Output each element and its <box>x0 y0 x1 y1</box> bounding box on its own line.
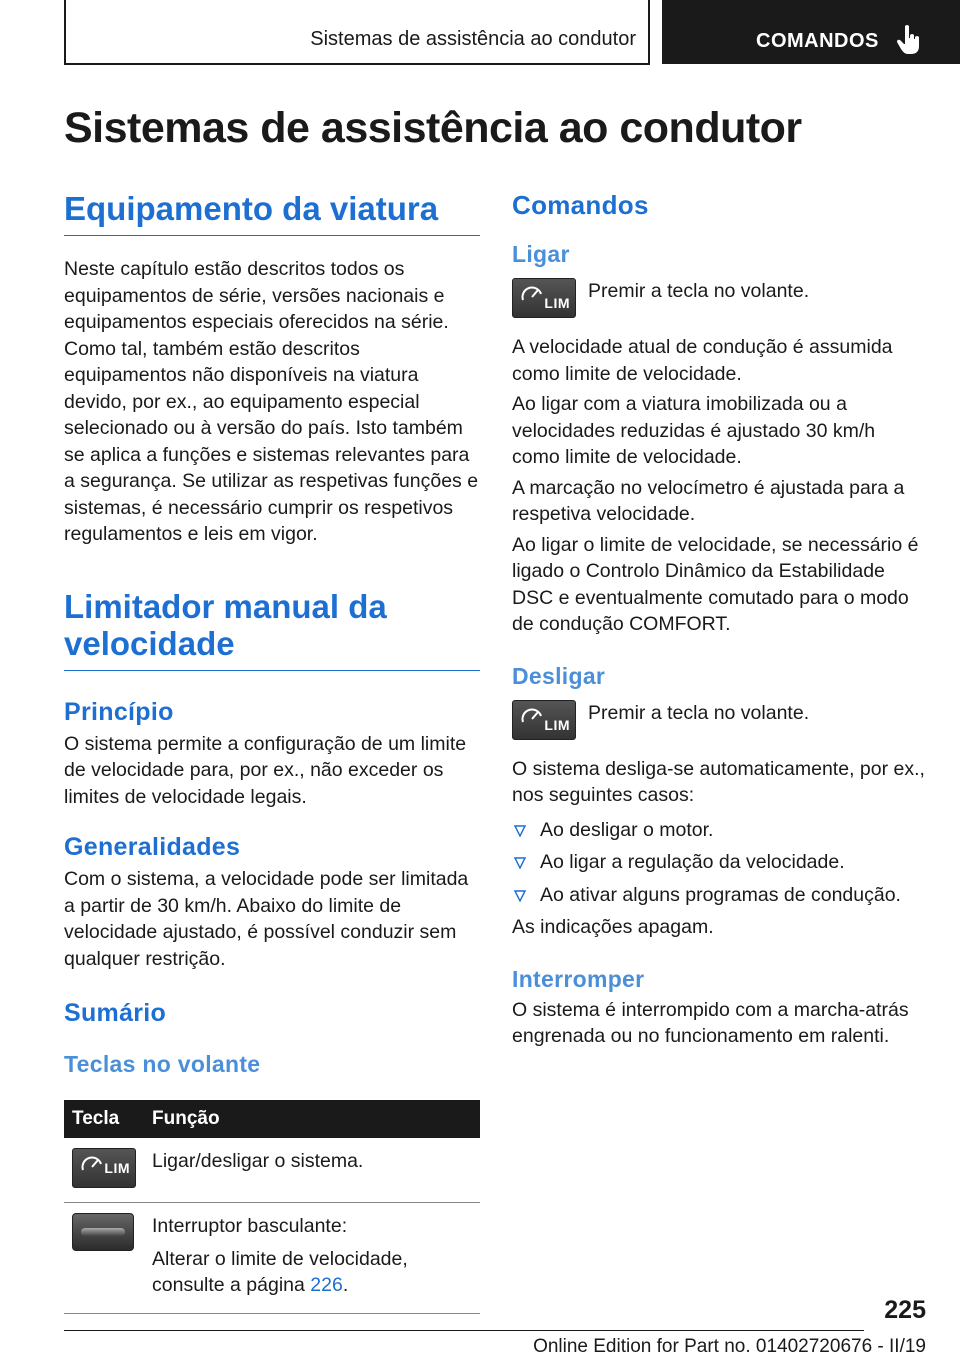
list-item: Ao desligar o motor. <box>512 817 928 844</box>
column-header-tecla: Tecla <box>64 1100 144 1138</box>
header-chapter-label: COMANDOS <box>756 30 879 52</box>
heading-equipamento: Equipamento da viatura <box>64 190 480 236</box>
list-item: Ao ligar a regulação da velocidade. <box>512 849 928 876</box>
lim-label: LIM <box>104 1159 130 1176</box>
triangle-bullet-icon <box>514 825 526 837</box>
ligar-instruction <box>512 278 928 318</box>
right-column <box>512 190 928 1050</box>
lim-label: LIM <box>544 295 570 311</box>
header-divider-right <box>648 0 650 64</box>
page-link-226[interactable]: 226 <box>310 1274 343 1296</box>
left-column <box>64 190 480 1314</box>
page-title: Sistemas de assistência ao condutor <box>64 104 802 152</box>
paragraph-ligar-3: A marcação no velocímetro é ajustada para a respetiva velocidade. <box>512 476 905 525</box>
heading-generalidades: Generalidades <box>64 833 241 861</box>
heading-teclas: Teclas no volante <box>64 1051 261 1077</box>
paragraph-generalidades: Com o sistema, a velocidade pode ser limitada a partir de 30 km/h. Abaixo do limite de velocidade ajustado, é possível conduzir sem qualquer restrição. <box>64 868 469 970</box>
paragraph-desligar-2: As indicações apagam. <box>512 916 714 938</box>
hand-pointer-icon <box>896 24 922 56</box>
lim-label: LIM <box>544 716 570 733</box>
table-row <box>64 1138 480 1203</box>
paragraph-ligar-1: A velocidade atual de condução é assumida como limite de velocidade. <box>512 336 893 385</box>
heading-desligar: Desligar <box>512 662 606 689</box>
desligar-instruction <box>512 700 928 740</box>
heading-ligar: Ligar <box>512 241 570 267</box>
lim-button-icon <box>72 1148 136 1188</box>
list-item: Ao ativar alguns programas de condução. <box>512 882 928 909</box>
triangle-bullet-icon <box>514 890 526 902</box>
heading-principio: Princípio <box>64 697 174 726</box>
keys-table <box>64 1100 480 1314</box>
page-number: 225 <box>884 1296 926 1324</box>
paragraph-ligar-2: Ao ligar com a viatura imobilizada ou a velocidades reduzidas é ajustado 30 km/h como limite de velocidade. <box>512 393 876 468</box>
footer-edition: Online Edition for Part no. 01402720676 - II/19 <box>533 1336 926 1357</box>
triangle-bullet-icon <box>514 857 526 869</box>
heading-comandos: Comandos <box>512 190 649 220</box>
heading-interromper: Interromper <box>512 965 645 992</box>
header-divider-bottom <box>64 63 650 65</box>
rocker-switch-icon <box>72 1213 134 1251</box>
keys-table-header <box>64 1100 480 1138</box>
lim-button-icon <box>512 278 576 318</box>
rocker-description: Alterar o limite de velocidade, consulte a página 226. <box>152 1247 408 1296</box>
table-row <box>64 1203 480 1314</box>
table-cell-key <box>64 1138 144 1203</box>
ligar-icon-text: Premir a tecla no volante. <box>588 280 810 302</box>
heading-limitador: Limitador manual da velocidade <box>64 588 480 671</box>
paragraph-principio: O sistema permite a configuração de um limite de velocidade para, por ex., não exceder os limites de velocidade legais. <box>64 732 467 808</box>
table-cell-function: Ligar/desligar o sistema. <box>144 1138 480 1203</box>
table-cell-function <box>144 1203 480 1314</box>
desligar-icon-text: Premir a tecla no volante. <box>588 701 810 724</box>
table-cell-key <box>64 1203 144 1314</box>
header-section-title: Sistemas de assistência ao condutor <box>310 28 636 50</box>
paragraph-desligar-1: O sistema desliga-se automaticamente, por ex., nos seguintes casos: <box>512 757 925 806</box>
column-header-funcao: Função <box>144 1100 480 1138</box>
footer-divider <box>64 1330 864 1331</box>
paragraph-ligar-4: Ao ligar o limite de velocidade, se necessário é ligado o Controlo Dinâmico da Estabilidade DSC e eventualmente comutado para o modo de condução COMFORT. <box>512 533 919 635</box>
heading-sumario: Sumário <box>64 999 167 1027</box>
desligar-bullet-list <box>512 817 928 909</box>
paragraph-interromper: O sistema é interrompido com a marcha-atrás engrenada ou no funcionamento em ralenti. <box>512 998 909 1047</box>
paragraph-equipamento: Neste capítulo estão descritos todos os equipamentos de série, versões nacionais e equipamentos especiais oferecidos na série. Como tal, também estão descritos equipamentos não disponíveis na viatura devido, por ex., ao equipamento especial selecionado ou à versão do país. Isto também se aplica a funções e sistemas relevantes para a segurança. Se utilizar as respetivas funções e sistemas, é necessário cumprir os respetivos regulamentos e leis em vigor. <box>64 258 479 545</box>
rocker-title: Interruptor basculante: <box>152 1215 348 1237</box>
lim-button-icon <box>512 700 576 740</box>
header-chapter-tab[interactable] <box>662 0 960 64</box>
